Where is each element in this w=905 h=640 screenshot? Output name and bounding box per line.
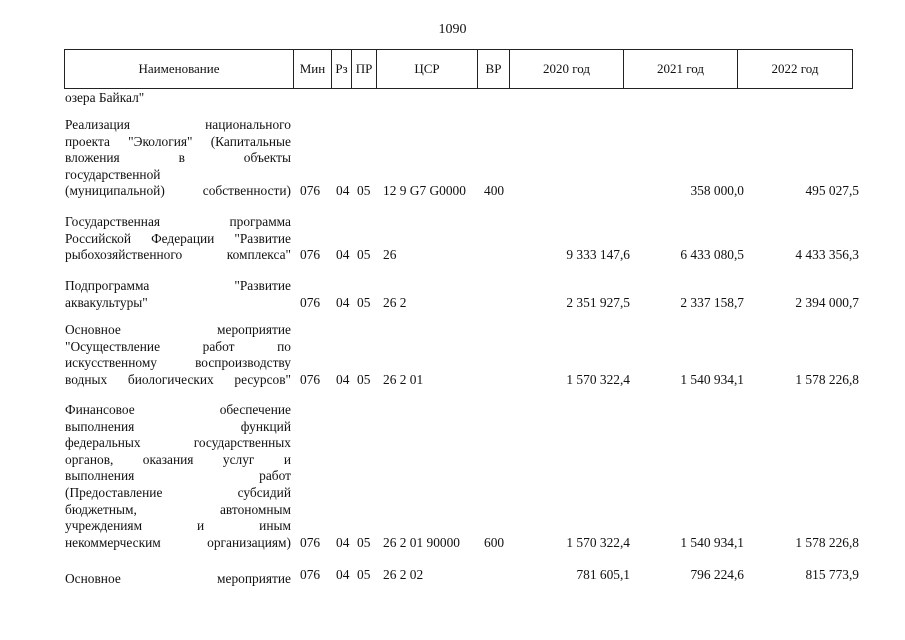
row-2020: 781 605,1	[576, 567, 630, 582]
row-pr: 05	[357, 371, 371, 387]
row-name-line: государственной	[65, 166, 161, 182]
row-name-line: органов, оказания услуг и	[65, 451, 291, 467]
row-vr: 400	[484, 183, 505, 199]
row-2021: 6 433 080,5	[680, 247, 744, 263]
row-name-line: некоммерческим организациям)	[65, 534, 291, 550]
row-min: 076	[300, 534, 321, 550]
row-2021: 2 337 158,7	[680, 294, 744, 310]
row-pr: 05	[357, 183, 371, 199]
row-2021: 358 000,0	[690, 183, 744, 199]
row-name-line: рыбохозяйственного комплекса"	[65, 247, 291, 263]
row-2020: 2 351 927,5	[566, 294, 630, 310]
row-rz: 04	[336, 247, 350, 263]
row-name-line: проекта "Экология" (Капитальные	[65, 133, 291, 149]
header-pr: ПР	[352, 50, 377, 89]
row-name-line: (муниципальной) собственности)	[65, 183, 291, 199]
row-csr: 26 2	[383, 294, 407, 310]
header-csr: ЦСР	[377, 50, 478, 89]
row-name-line: (Предоставление субсидий	[65, 484, 291, 500]
row-name-line: учреждениям и иным	[65, 518, 291, 534]
row-name-line: вложения в объекты	[65, 150, 291, 166]
page-number: 1090	[438, 22, 467, 37]
header-vr: ВР	[478, 50, 510, 89]
row-2022: 1 578 226,8	[795, 534, 859, 550]
row-name-line: выполнения функций	[65, 418, 291, 434]
row-name-line: Подпрограмма "Развитие	[65, 278, 291, 293]
row-name-line: "Осуществление работ по	[65, 338, 291, 354]
row-vr: 600	[484, 534, 505, 550]
row-rz: 04	[336, 294, 350, 310]
row-name	[65, 214, 291, 264]
header-2021: 2021 год	[624, 50, 738, 89]
row-2022: 2 394 000,7	[795, 294, 859, 310]
row-name-line: федеральных государственных	[65, 435, 291, 451]
row-csr: 26 2 01	[383, 371, 424, 387]
row-2021: 1 540 934,1	[680, 534, 744, 550]
row-name-line: Основное мероприятие	[65, 322, 291, 337]
row-rz: 04	[336, 371, 350, 387]
header-rz: Рз	[332, 50, 352, 89]
row-rz: 04	[336, 534, 350, 550]
header-2020: 2020 год	[510, 50, 624, 89]
row-csr: 12 9 G7 G0000	[383, 183, 466, 199]
header-min: Мин	[294, 50, 332, 89]
row-pr: 05	[357, 247, 371, 263]
row-min: 076	[300, 183, 321, 199]
row-2021: 796 224,6	[690, 567, 744, 582]
row-name-line: аквакультуры"	[65, 294, 148, 310]
row-name	[65, 322, 291, 388]
row-name-line: Реализация национального	[65, 117, 291, 132]
row-pr: 05	[357, 567, 371, 582]
row-2022: 4 433 356,3	[795, 247, 859, 263]
row-min: 076	[300, 567, 321, 582]
row-rz: 04	[336, 183, 350, 199]
row-pr: 05	[357, 294, 371, 310]
row-min: 076	[300, 371, 321, 387]
row-name-line: бюджетным, автономным	[65, 501, 291, 517]
row-csr: 26 2 01 90000	[383, 534, 460, 550]
row-2022: 495 027,5	[805, 183, 859, 199]
row-min: 076	[300, 247, 321, 263]
row-min: 076	[300, 294, 321, 310]
row-name-line: Российской Федерации "Развитие	[65, 230, 291, 246]
row-csr: 26 2 02	[383, 567, 424, 582]
row-name-line: выполнения работ	[65, 468, 291, 484]
row-rz: 04	[336, 567, 350, 582]
row-2022: 815 773,9	[805, 567, 859, 582]
row-2020: 1 570 322,4	[566, 534, 630, 550]
row-name-line: искусственному воспроизводству	[65, 355, 291, 371]
table-header	[64, 49, 853, 89]
continuation-text: озера Байкал"	[65, 90, 145, 105]
header-name: Наименование	[65, 50, 294, 89]
row-csr: 26	[383, 247, 397, 263]
row-name	[65, 571, 291, 588]
row-name-line: водных биологических ресурсов"	[65, 371, 291, 387]
row-2021: 1 540 934,1	[680, 371, 744, 387]
row-2022: 1 578 226,8	[795, 371, 859, 387]
row-2020: 9 333 147,6	[566, 247, 630, 263]
row-pr: 05	[357, 534, 371, 550]
row-2020: 1 570 322,4	[566, 371, 630, 387]
header-2022: 2022 год	[738, 50, 853, 89]
row-name-line: Государственная программа	[65, 214, 291, 229]
row-name	[65, 117, 291, 200]
row-name-line: Основное мероприятие	[65, 571, 291, 586]
row-name	[65, 278, 291, 311]
row-name-line: Финансовое обеспечение	[65, 402, 291, 417]
row-name	[65, 402, 291, 551]
